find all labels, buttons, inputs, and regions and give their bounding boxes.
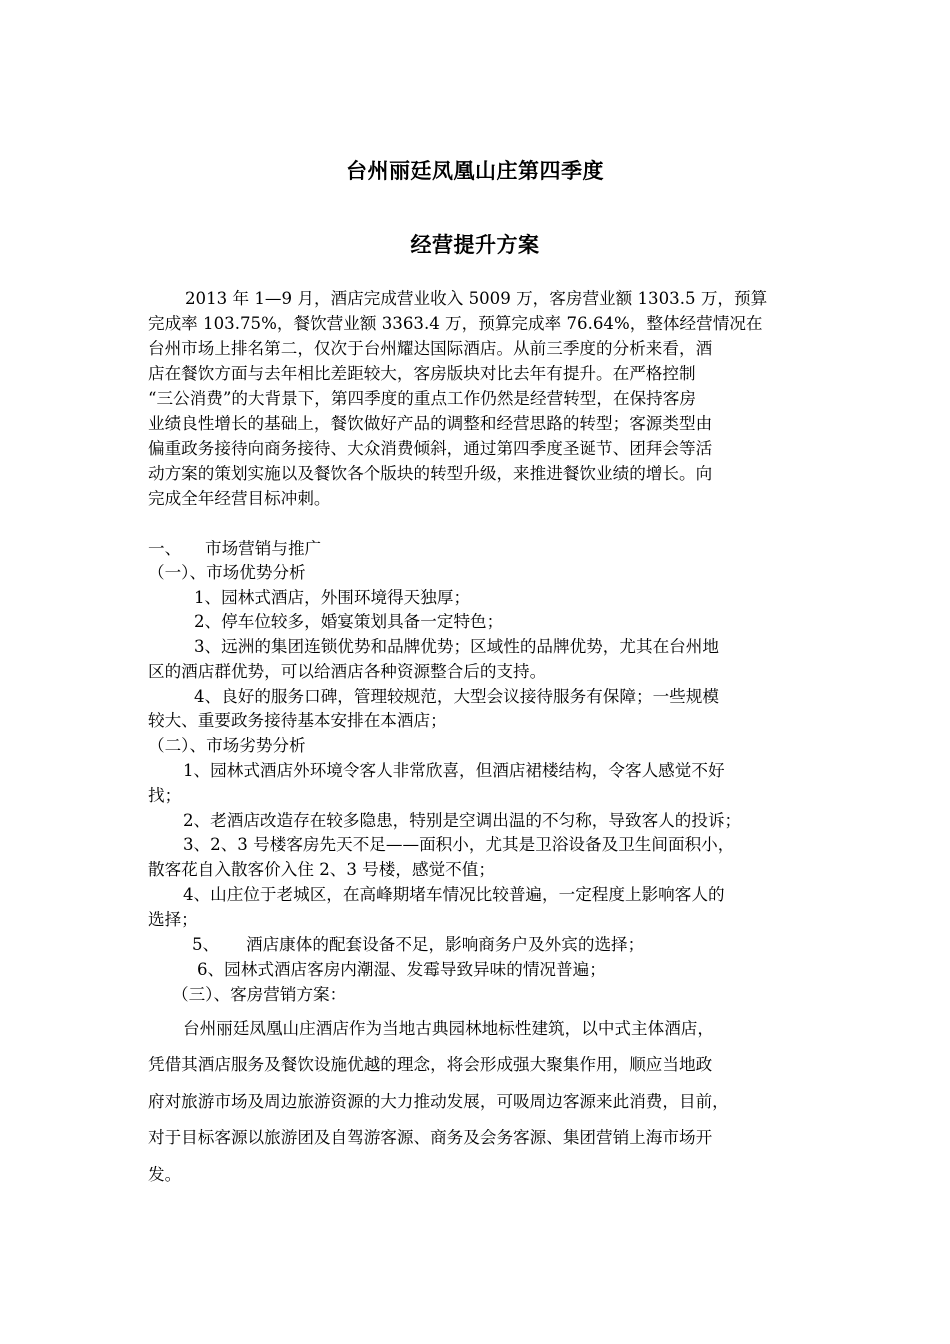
paragraph-line: 府对旅游市场及周边旅游资源的大力推动发展，可吸周边客源来此消费，目前， xyxy=(148,1092,729,1111)
intro-line: “三公消费”的大背景下，第四季度的重点工作仍然是经营转型，在保持客房 xyxy=(148,389,696,408)
list-item: 1、园林式酒店外环境令客人非常欣喜，但酒店裙楼结构，令客人感觉不好 xyxy=(183,761,725,780)
subsection-heading: （二）、市场劣势分析 xyxy=(148,736,306,755)
paragraph-line: 对于目标客源以旅游团及自驾游客源、商务及会务客源、集团营销上海市场开 xyxy=(148,1128,713,1147)
intro-line: 店在餐饮方面与去年相比差距较大，客房版块对比去年有提升。在严格控制 xyxy=(148,364,696,383)
intro-line: 偏重政务接待向商务接待、大众消费倾斜，通过第四季度圣诞节、团拜会等活 xyxy=(148,439,713,458)
list-item: 1、园林式酒店，外围环境得天独厚； xyxy=(194,588,471,607)
list-item: 4、良好的服务口碑，管理较规范，大型会议接待服务有保障；一些规模 xyxy=(194,687,719,706)
list-item: 酒店康体的配套设备不足，影响商务户及外宾的选择； xyxy=(246,935,645,954)
paragraph-line: 台州丽廷凤凰山庄酒店作为当地古典园林地标性建筑，以中式主体酒店， xyxy=(183,1019,714,1038)
section-number: 一、 xyxy=(148,539,182,558)
list-item: 2、停车位较多，婚宴策划具备一定特色； xyxy=(194,612,504,631)
list-item: 3、2、3 号楼客房先天不足——面积小，尤其是卫浴设备及卫生间面积小， xyxy=(183,835,735,854)
section-title: 市场营销与推广 xyxy=(205,539,322,558)
list-item: 6、园林式酒店客房内潮湿、发霉导致异味的情况普遍； xyxy=(197,960,606,979)
paragraph-line: 凭借其酒店服务及餐饮设施优越的理念，将会形成强大聚集作用，顺应当地政 xyxy=(148,1055,713,1074)
subsection-heading: （三）、客房营销方案： xyxy=(172,985,347,1004)
list-item: 3、远洲的集团连锁优势和品牌优势；区域性的品牌优势，尤其在台州地 xyxy=(194,637,719,656)
list-item: 区的酒店群优势，可以给酒店各种资源整合后的支持。 xyxy=(148,662,547,681)
list-item: 散客花自入散客价入住 2、3 号楼，感觉不值； xyxy=(148,860,495,879)
intro-line: 2013 年 1—9 月，酒店完成营业收入 5009 万，客房营业额 1303.5 万，预算 xyxy=(185,289,768,308)
intro-line: 业绩良性增长的基础上，餐饮做好产品的调整和经营思路的转型；客源类型由 xyxy=(148,414,713,433)
intro-line: 动方案的策划实施以及餐饮各个版块的转型升级，来推进餐饮业绩的增长。向 xyxy=(148,464,713,483)
list-item: 选择； xyxy=(148,910,198,929)
list-item-number: 5、 xyxy=(192,935,220,954)
subsection-heading: （一）、市场优势分析 xyxy=(148,563,306,582)
intro-line: 完成率 103.75%，餐饮营业额 3363.4 万，预算完成率 76.64%，整体经营情况在 xyxy=(148,314,763,333)
intro-line: 台州市场上排名第二，仅次于台州耀达国际酒店。从前三季度的分析来看，酒 xyxy=(148,339,713,358)
list-item: 2、老酒店改造存在较多隐患，特别是空调出温的不匀称，导致客人的投诉； xyxy=(183,811,742,830)
list-item: 4、山庄位于老城区，在高峰期堵车情况比较普遍，一定程度上影响客人的 xyxy=(183,885,725,904)
list-item: 找； xyxy=(148,786,182,805)
intro-line: 完成全年经营目标冲刺。 xyxy=(148,489,331,508)
document-title-line-2: 经营提升方案 xyxy=(410,233,540,257)
list-item: 较大、重要政务接待基本安排在本酒店； xyxy=(148,711,447,730)
document-title-line-1: 台州丽廷凤凰山庄第四季度 xyxy=(346,159,604,183)
paragraph-line: 发。 xyxy=(148,1165,182,1184)
